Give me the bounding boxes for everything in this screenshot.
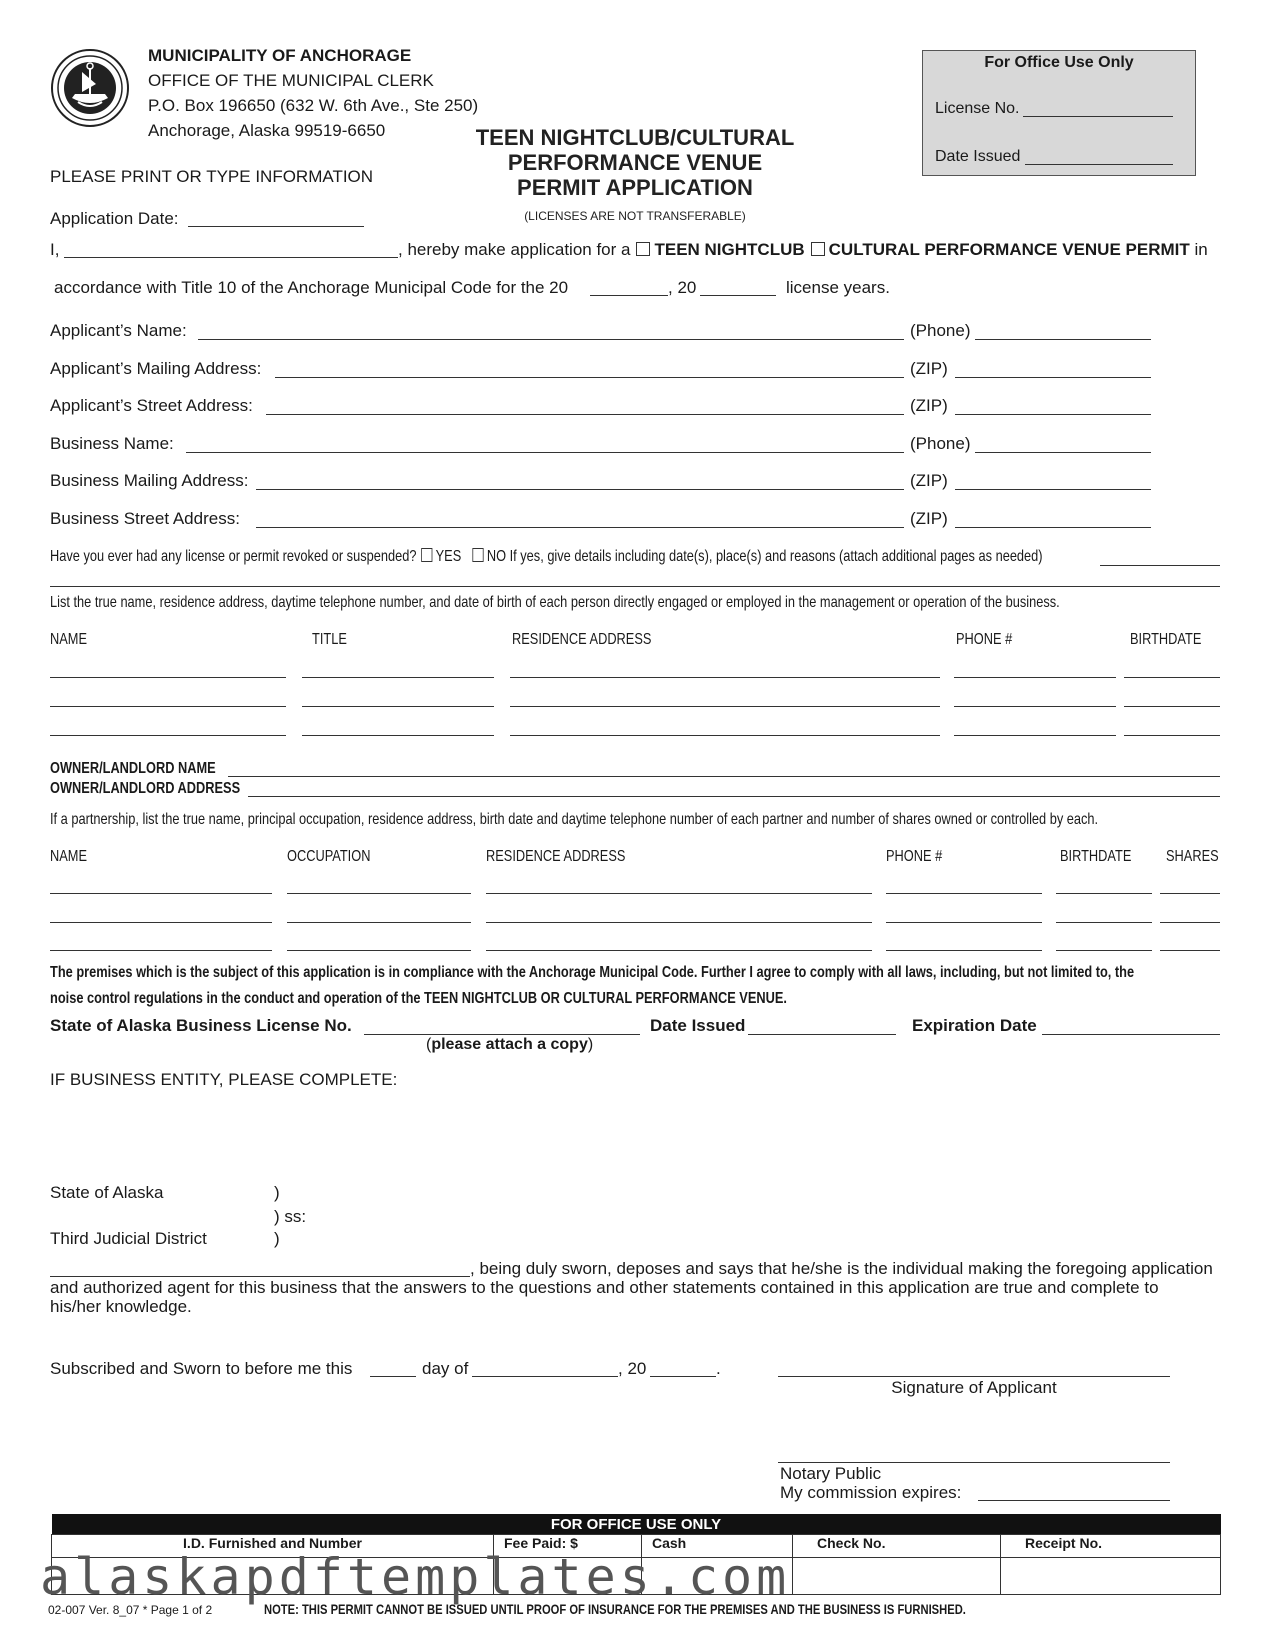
business-mailing-zip-label: (ZIP): [910, 471, 948, 490]
applicant-phone-field[interactable]: [975, 339, 1151, 340]
partner-col-shares: SHARES: [1166, 848, 1219, 865]
business-entity-heading: IF BUSINESS ENTITY, PLEASE COMPLETE:: [50, 1070, 398, 1089]
mgmt-col-birthdate: BIRTHDATE: [1130, 631, 1202, 648]
accordance-text: accordance with Title 10 of the Anchorage Municipal Code for the 20: [54, 278, 569, 297]
date-issued-field[interactable]: [1025, 164, 1173, 165]
applicant-mailing-zip-label: (ZIP): [910, 359, 948, 378]
owner-address-label: OWNER/LANDLORD ADDRESS: [50, 780, 241, 797]
license-no-label: License No.: [935, 100, 1020, 117]
commission-label: My commission expires:: [780, 1483, 962, 1502]
partner-row-3-name[interactable]: [50, 950, 272, 951]
mgmt-row-2-address[interactable]: [510, 706, 940, 707]
mgmt-row-3-name[interactable]: [50, 735, 286, 736]
license-year-2-field[interactable]: [700, 295, 776, 296]
version-info: 02-007 Ver. 8_07 * Page 1 of 2: [48, 1603, 213, 1617]
partner-col-phone: PHONE #: [886, 848, 943, 865]
sworn-month-field[interactable]: [472, 1376, 618, 1377]
revoked-yes-label: YES: [435, 548, 462, 565]
partner-col-occupation: OCCUPATION: [287, 848, 371, 865]
partner-col-birthdate: BIRTHDATE: [1060, 848, 1132, 865]
commission-expires-field[interactable]: [978, 1500, 1170, 1501]
business-phone-field[interactable]: [975, 452, 1151, 453]
mgmt-row-1-phone[interactable]: [954, 677, 1116, 678]
mgmt-row-3-address[interactable]: [510, 735, 940, 736]
revoked-details-text: If yes, give details including date(s), place(s) and reasons (attach additional pages as needed): [509, 548, 1043, 565]
partner-row-2-name[interactable]: [50, 922, 272, 923]
license-no-field[interactable]: [1023, 116, 1173, 117]
partner-row-3-occupation[interactable]: [287, 950, 471, 951]
business-street-label: Business Street Address:: [50, 509, 240, 528]
attach-copy-note: please attach a copy: [431, 1036, 588, 1053]
revoked-details-field[interactable]: [1100, 565, 1220, 566]
sworn-text-3: his/her knowledge.: [50, 1297, 192, 1316]
mgmt-col-phone: PHONE #: [956, 631, 1013, 648]
teen-nightclub-checkbox[interactable]: [636, 242, 650, 256]
id-furnished-header: I.D. Furnished and Number: [52, 1535, 494, 1558]
partner-row-2-phone[interactable]: [886, 922, 1042, 923]
partner-row-1-occupation[interactable]: [287, 893, 471, 894]
owner-address-field[interactable]: [248, 796, 1220, 797]
management-instruction: List the true name, residence address, daytime telephone number, and date of birth of each person directly engaged or employed in the management or operation of the business.: [50, 594, 1060, 611]
attach-paren-close: ): [587, 1036, 594, 1053]
mgmt-col-address: RESIDENCE ADDRESS: [512, 631, 652, 648]
applicant-name-statement-field[interactable]: [64, 257, 398, 258]
partner-row-3-shares[interactable]: [1160, 950, 1220, 951]
title-line-1: TEEN NIGHTCLUB/CULTURAL: [475, 125, 795, 150]
partner-row-3-birthdate[interactable]: [1056, 950, 1152, 951]
business-street-zip-label: (ZIP): [910, 509, 948, 528]
mgmt-row-2-title[interactable]: [302, 706, 494, 707]
footer-note: NOTE: THIS PERMIT CANNOT BE ISSUED UNTIL PROOF OF INSURANCE FOR THE PREMISES AND THE BUSINESS IS FURNISHED.: [264, 1601, 966, 1617]
partner-col-name: NAME: [50, 848, 87, 865]
business-name-field[interactable]: [186, 452, 904, 453]
mgmt-row-2-name[interactable]: [50, 706, 286, 707]
revoked-yes-checkbox[interactable]: [421, 548, 432, 562]
partner-row-1-name[interactable]: [50, 893, 272, 894]
date-issued-label: Date Issued: [935, 148, 1021, 165]
applicant-name-label: Applicant’s Name:: [50, 321, 187, 340]
office-name: OFFICE OF THE MUNICIPAL CLERK: [148, 71, 434, 90]
sworn-text-2: and authorized agent for this business that the answers to the questions and other statements contained in this application are true and complete to: [50, 1278, 1159, 1297]
partner-col-address: RESIDENCE ADDRESS: [486, 848, 626, 865]
check-no-header: Check No.: [793, 1535, 1001, 1558]
watermark-text: alaskapdftemplates.com: [40, 1548, 791, 1606]
mgmt-col-title: TITLE: [312, 631, 347, 648]
applicant-name-field[interactable]: [198, 339, 904, 340]
mgmt-row-1-address[interactable]: [510, 677, 940, 678]
office-use-box: [922, 50, 1196, 176]
partner-row-1-address[interactable]: [486, 893, 872, 894]
business-license-field[interactable]: [364, 1034, 640, 1035]
business-street-field[interactable]: [256, 527, 904, 528]
cultural-venue-label: CULTURAL PERFORMANCE VENUE PERMIT: [828, 240, 1190, 259]
partner-row-1-shares[interactable]: [1160, 893, 1220, 894]
partner-row-2-occupation[interactable]: [287, 922, 471, 923]
business-street-zip-field[interactable]: [955, 527, 1151, 528]
partnership-instruction: If a partnership, list the true name, principal occupation, residence address, birth date and daytime telephone number of each partner and number of shares owned or controlled by each.: [50, 811, 1099, 828]
business-mailing-label: Business Mailing Address:: [50, 471, 249, 490]
paren-1: ): [274, 1183, 280, 1202]
title-line-2: PERFORMANCE VENUE: [507, 150, 763, 175]
compliance-line-2: noise control regulations in the conduct and operation of the TEEN NIGHTCLUB OR CULTURAL PERFORMANCE VENUE.: [50, 990, 787, 1007]
mgmt-row-3-phone[interactable]: [954, 735, 1116, 736]
attach-paren-open: (: [426, 1036, 432, 1053]
partner-row-1-birthdate[interactable]: [1056, 893, 1152, 894]
partner-row-3-phone[interactable]: [886, 950, 1042, 951]
business-mailing-zip-field[interactable]: [955, 489, 1151, 490]
teen-nightclub-label: TEEN NIGHTCLUB: [654, 240, 805, 259]
org-name: MUNICIPALITY OF ANCHORAGE: [148, 46, 412, 65]
sworn-period: .: [716, 1359, 721, 1378]
title-line-3: PERMIT APPLICATION: [517, 175, 753, 200]
application-date-field[interactable]: [188, 226, 364, 227]
po-box: P.O. Box 196650 (632 W. 6th Ave., Ste 250): [148, 96, 479, 115]
print-note: PLEASE PRINT OR TYPE INFORMATION: [50, 167, 374, 186]
hereby-text: , hereby make application for a: [398, 240, 631, 259]
bl-date-issued-field[interactable]: [748, 1034, 896, 1035]
signature-label: Signature of Applicant: [891, 1378, 1057, 1397]
office-box-title: For Office Use Only: [984, 54, 1134, 71]
check-no-cell[interactable]: [793, 1558, 1001, 1595]
sworn-comma-20: , 20: [618, 1359, 647, 1378]
business-mailing-field[interactable]: [256, 489, 904, 490]
applicant-street-label: Applicant’s Street Address:: [50, 396, 253, 415]
mgmt-row-3-title[interactable]: [302, 735, 494, 736]
partner-row-2-address[interactable]: [486, 922, 872, 923]
i-label: I,: [50, 240, 60, 259]
in-word: in: [1194, 240, 1208, 259]
mgmt-row-1-name[interactable]: [50, 677, 286, 678]
bl-date-issued-label: Date Issued: [650, 1016, 746, 1035]
paren-3: ): [274, 1229, 280, 1248]
applicant-signature-field[interactable]: [778, 1376, 1170, 1377]
mgmt-row-2-phone[interactable]: [954, 706, 1116, 707]
subscribed-text: Subscribed and Sworn to before me this: [50, 1359, 353, 1378]
notary-public-label: Notary Public: [780, 1464, 882, 1483]
comma-20-text: , 20: [668, 278, 697, 297]
affiant-name-field[interactable]: [50, 1276, 470, 1277]
city-address: Anchorage, Alaska 99519-6650: [148, 121, 386, 140]
license-years-text: license years.: [786, 278, 890, 297]
state-of-alaska: State of Alaska: [50, 1183, 164, 1202]
revoked-no-checkbox[interactable]: [472, 548, 483, 562]
municipality-seal-icon: [50, 48, 130, 128]
partner-row-2-birthdate[interactable]: [1056, 922, 1152, 923]
mgmt-row-3-birthdate[interactable]: [1124, 735, 1220, 736]
mgmt-col-name: NAME: [50, 631, 87, 648]
third-judicial-district: Third Judicial District: [50, 1229, 207, 1248]
application-date-label: Application Date:: [50, 209, 179, 228]
mgmt-row-2-birthdate[interactable]: [1124, 706, 1220, 707]
bl-expiration-field[interactable]: [1042, 1034, 1220, 1035]
owner-name-label: OWNER/LANDLORD NAME: [50, 760, 216, 777]
partner-row-1-phone[interactable]: [886, 893, 1042, 894]
applicant-mailing-field[interactable]: [275, 377, 904, 378]
revoked-details-field-2[interactable]: [50, 586, 1220, 587]
business-name-label: Business Name:: [50, 434, 174, 453]
sworn-year-field[interactable]: [650, 1376, 716, 1377]
receipt-no-cell[interactable]: [1001, 1558, 1221, 1595]
day-of-text: day of: [422, 1359, 469, 1378]
license-year-1-field[interactable]: [590, 295, 668, 296]
cultural-venue-checkbox[interactable]: [811, 242, 825, 256]
paren-ss: ) ss:: [274, 1207, 307, 1226]
mgmt-row-1-birthdate[interactable]: [1124, 677, 1220, 678]
revoked-question: Have you ever had any license or permit revoked or suspended?: [50, 548, 417, 565]
business-phone-label: (Phone): [910, 434, 971, 453]
sworn-text-1: , being duly sworn, deposes and says that he/she is the individual making the foregoing application: [470, 1259, 1213, 1278]
mgmt-row-1-title[interactable]: [302, 677, 494, 678]
applicant-street-zip-label: (ZIP): [910, 396, 948, 415]
bl-expiration-label: Expiration Date: [912, 1016, 1037, 1035]
partner-row-3-address[interactable]: [486, 950, 872, 951]
fee-paid-header: Fee Paid: $: [494, 1535, 642, 1558]
applicant-mailing-zip-field[interactable]: [955, 377, 1151, 378]
sworn-day-field[interactable]: [370, 1376, 416, 1377]
business-license-label: State of Alaska Business License No.: [50, 1016, 352, 1035]
notary-signature-field[interactable]: [778, 1462, 1170, 1463]
partner-row-2-shares[interactable]: [1160, 922, 1220, 923]
compliance-line-1: The premises which is the subject of this application is in compliance with the Anchorage Municipal Code. Further I agree to comply with all laws, including, but not limited to, the: [50, 964, 1135, 981]
receipt-no-header: Receipt No.: [1001, 1535, 1221, 1558]
revoked-no-label: NO: [486, 548, 507, 565]
cash-header: Cash: [642, 1535, 793, 1558]
applicant-street-field[interactable]: [266, 414, 904, 415]
owner-name-field[interactable]: [228, 776, 1220, 777]
office-table-title: FOR OFFICE USE ONLY: [52, 1514, 1221, 1535]
applicant-street-zip-field[interactable]: [955, 414, 1151, 415]
applicant-mailing-label: Applicant’s Mailing Address:: [50, 359, 262, 378]
applicant-phone-label: (Phone): [910, 321, 971, 340]
subtitle: (LICENSES ARE NOT TRANSFERABLE): [524, 209, 746, 223]
